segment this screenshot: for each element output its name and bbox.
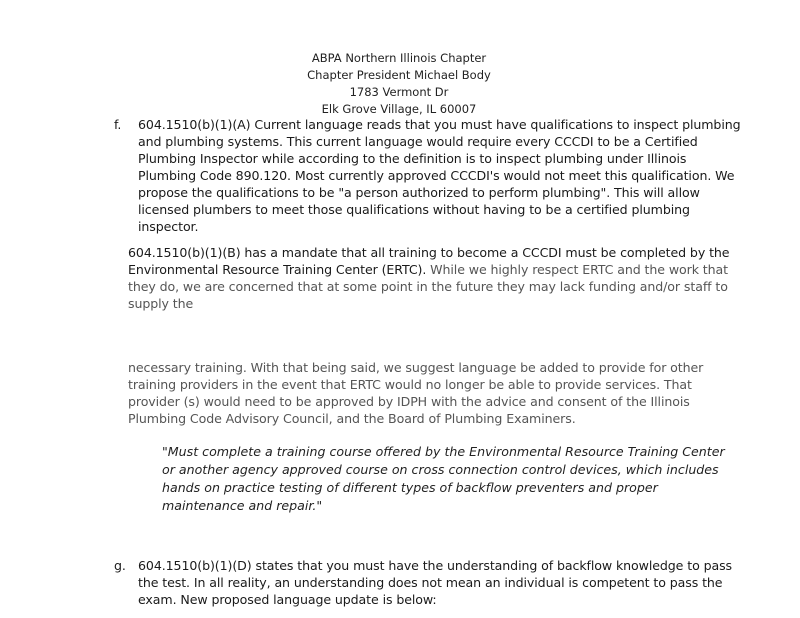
proposed-language-quote: "Must complete a training course offered by the Environmental Resource Training Center or another agency approved course on cross connection control devices, which includes hands on practice testing of different types of backflow preventers and proper maintenance and repair." (162, 444, 725, 513)
letterhead (0, 50, 800, 118)
item-g-text: 604.1510(b)(1)(D) states that you must have the understanding of backflow knowledge to pass the test. In all reality, an understanding does not mean an individual is competent to pass the exam. New proposed language update is below: (138, 558, 733, 607)
paragraph-training-mandate-continued: While we highly respect ERTC and the work that they do, we are concerned that at some point in the future they may lack funding and/or staff to supply the (128, 262, 728, 311)
letterhead-president: Chapter President Michael Body (307, 68, 491, 82)
item-f-text: 604.1510(b)(1)(A) Current language reads that you must have qualifications to inspect plumbing and plumbing systems. This current language would require every CCCDI to be a Certified Plumbing Inspector while according to the definition is to inspect plumbing under Illinois Plumbing Code 890.120. Most currently approved CCCDI's would not meet this qualification. We propose the qualifications to be "a person authorized to perform plumbing". This will allow licensed plumbers to meet those qualifications without having to be a certified plumbing inspector. (138, 117, 741, 234)
letterhead-organization: ABPA Northern Illinois Chapter (311, 51, 487, 65)
paragraph-training-mandate (128, 244, 738, 312)
letterhead-city: Elk Grove Village, IL 60007 (321, 102, 477, 116)
letterhead-street: 1783 Vermont Dr (349, 85, 449, 99)
paragraph-training-providers: necessary training. With that being said, we suggest language be added to provide for other training providers in the event that ERTC would no longer be able to provide services. That provider (s) would need to be approved by IDPH with the advice and consent of the Illinois Plumbing Code Advisory Council, and the Board of Plumbing Examiners. (128, 360, 704, 426)
item-g-marker: g. (114, 558, 126, 573)
item-f-marker: f. (114, 117, 122, 132)
paragraph-training-mandate-text: 604.1510(b)(1)(B) has a mandate that all training to become a CCCDI must be completed by the Environmental Resource Training Center (ERTC). (128, 245, 730, 277)
